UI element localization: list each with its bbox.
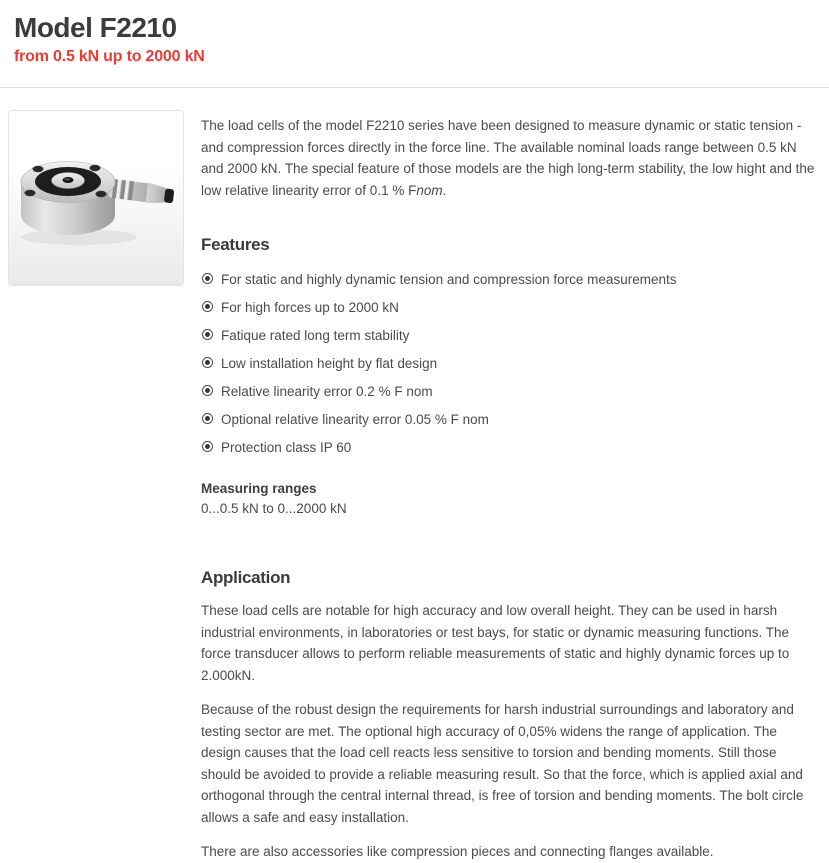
feature-item <box>201 271 820 288</box>
radio-bullet-icon <box>202 301 213 312</box>
intro-text-end: . <box>442 182 447 198</box>
feature-item-label: For high forces up to 2000 kN <box>221 300 399 315</box>
radio-bullet-icon <box>202 357 213 368</box>
application-paragraph: These load cells are notable for high accuracy and low overall height. They can be used in harsh industrial environments, in laboratories or test bays, for static or dynamic measuring functions. The force transducer allows to perform reliable measurements of static and highly dynamic forces up to 2.000kN. <box>201 603 790 683</box>
intro-text: The load cells of the model F2210 series have been designed to measure dynamic or static tension - and compression forces directly in the force line. The available nominal loads range between 0.5 kN and 2000 kN. The special feature of those models are the high long-term stability, the low hight and the low relative linearity error of 0.1 % F <box>201 118 815 198</box>
product-image-box <box>8 110 184 286</box>
page-subtitle: from 0.5 kN up to 2000 kN <box>14 48 205 65</box>
feature-item-label: Relative linearity error 0.2 % F nom <box>221 384 433 399</box>
page-header <box>0 0 829 66</box>
feature-item <box>201 299 820 316</box>
measuring-ranges-heading: Measuring ranges <box>201 481 317 496</box>
features-list <box>201 271 820 456</box>
application-paragraph: Because of the robust design the requirements for harsh industrial surroundings and laboratory and testing sector are met. The optional high accuracy of 0,05% widens the range of application. The design causes that the load cell reacts less sensitive to torsion and bending moments. Still those should be avoided to provide a reliable measuring result. So that the force, which is applied axial and orthogonal through the central internal thread, is free of torsion and bending moments. The bolt circle allows a safe and easy installation. <box>201 702 804 825</box>
load-cell-image <box>9 111 183 285</box>
radio-bullet-icon <box>202 413 213 424</box>
feature-item-label: Fatique rated long term stability <box>221 328 410 343</box>
feature-item <box>201 327 820 344</box>
feature-item-label: Optional relative linearity error 0.05 % F nom <box>221 412 489 427</box>
feature-item <box>201 411 820 428</box>
feature-item <box>201 383 820 400</box>
radio-bullet-icon <box>202 329 213 340</box>
feature-item <box>201 355 820 372</box>
text-column <box>201 110 820 863</box>
radio-bullet-icon <box>202 273 213 284</box>
radio-bullet-icon <box>202 385 213 396</box>
feature-item-label: Low installation height by flat design <box>221 356 438 371</box>
feature-item-label: For static and highly dynamic tension and compression force measurements <box>221 272 677 287</box>
features-heading: Features <box>201 235 270 254</box>
measuring-ranges-value: 0...0.5 kN to 0...2000 kN <box>201 501 347 516</box>
feature-item-label: Protection class IP 60 <box>221 440 352 455</box>
intro-paragraph <box>201 115 820 201</box>
application-heading: Application <box>201 568 291 587</box>
page-title: Model F2210 <box>14 12 177 43</box>
application-paragraph: There are also accessories like compression pieces and connecting flanges available. <box>201 844 714 859</box>
main-content <box>0 88 829 863</box>
feature-item <box>201 439 820 456</box>
radio-bullet-icon <box>202 441 213 452</box>
intro-italic-fnom: nom <box>416 182 443 198</box>
